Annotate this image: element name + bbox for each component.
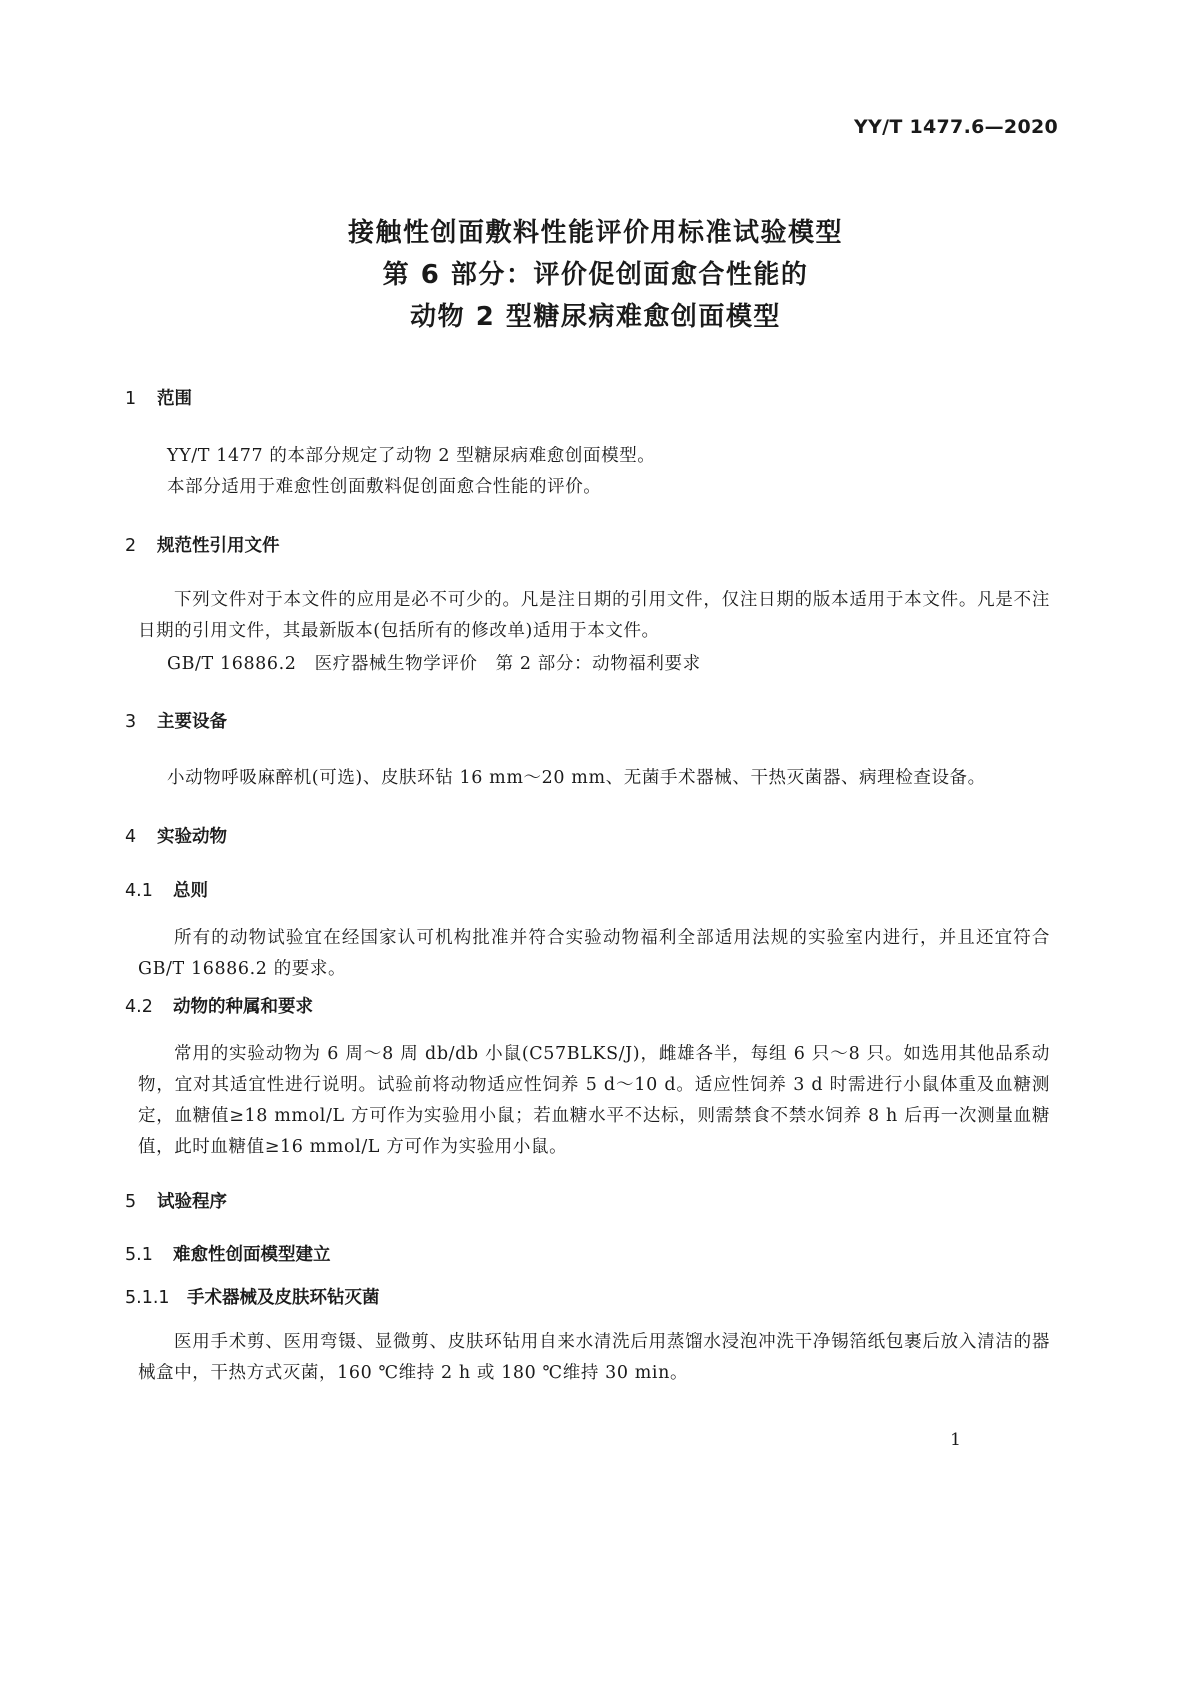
section-title: 难愈性创面模型建立 bbox=[173, 1245, 331, 1265]
paragraph: 医用手术剪、医用弯镊、显微剪、皮肤环钻用自来水清洗后用蒸馏水浸泡冲洗干净锡箔纸包裹后放入清洁的器械盒中，干热方式灭菌，160 ℃维持 2 h 或 180 ℃维持 30 min。 bbox=[138, 1332, 1050, 1383]
page-number: 1 bbox=[950, 1430, 961, 1450]
section-5-1-1-heading bbox=[125, 1284, 380, 1309]
section-number: 3 bbox=[125, 712, 137, 732]
section-title: 实验动物 bbox=[157, 827, 227, 847]
section-title: 主要设备 bbox=[157, 712, 227, 732]
section-title: 手术器械及皮肤环钻灭菌 bbox=[187, 1288, 380, 1308]
paragraph: 下列文件对于本文件的应用是必不可少的。凡是注日期的引用文件，仅注日期的版本适用于本文件。凡是不注日期的引用文件，其最新版本(包括所有的修改单)适用于本文件。 bbox=[138, 590, 1050, 641]
section-number: 4 bbox=[125, 827, 137, 847]
section-5-heading bbox=[125, 1188, 227, 1213]
section-1-heading bbox=[125, 385, 192, 410]
section-title: 动物的种属和要求 bbox=[173, 997, 313, 1017]
paragraph: YY/T 1477 的本部分规定了动物 2 型糖尿病难愈创面模型。 bbox=[167, 446, 656, 466]
section-5-1-heading bbox=[125, 1241, 331, 1266]
section-number: 5.1.1 bbox=[125, 1288, 170, 1308]
section-number: 4.1 bbox=[125, 881, 153, 901]
section-number: 4.2 bbox=[125, 997, 153, 1017]
section-number: 2 bbox=[125, 536, 137, 556]
paragraph: 本部分适用于难愈性创面敷料促创面愈合性能的评价。 bbox=[167, 477, 602, 497]
paragraph: 常用的实验动物为 6 周～8 周 db/db 小鼠(C57BLKS/J)，雌雄各半，每组 6 只～8 只。如选用其他品系动物，宜对其适宜性进行说明。试验前将动物适应性饲养 5 d～10 d。适应性饲养 3 d 时需进行小鼠体重及血糖测定，血糖值≥18 mmol/L 方可作为实验用小鼠；若血糖水平不达标，则需禁食不禁水饲养 8 h 后再一次测量血糖值，此时血糖值≥16 mmol/L 方可作为实验用小鼠。 bbox=[138, 1044, 1050, 1157]
section-number: 1 bbox=[125, 389, 137, 409]
paragraph: 所有的动物试验宜在经国家认可机构批准并符合实验动物福利全部适用法规的实验室内进行，并且还宜符合 GB/T 16886.2 的要求。 bbox=[138, 928, 1050, 979]
section-4-1-heading bbox=[125, 877, 208, 902]
standard-code: YY/T 1477.6—2020 bbox=[853, 116, 1058, 138]
section-number: 5 bbox=[125, 1192, 137, 1212]
doc-title-line-1: 接触性创面敷料性能评价用标准试验模型 bbox=[347, 218, 843, 248]
section-title: 范围 bbox=[157, 389, 192, 409]
section-number: 5.1 bbox=[125, 1245, 153, 1265]
normative-reference: GB/T 16886.2 医疗器械生物学评价 第 2 部分：动物福利要求 bbox=[167, 654, 701, 674]
section-title: 试验程序 bbox=[157, 1192, 227, 1212]
section-2-heading bbox=[125, 532, 280, 557]
doc-title-line-3: 动物 2 型糖尿病难愈创面模型 bbox=[410, 302, 781, 332]
section-title: 规范性引用文件 bbox=[157, 536, 280, 556]
paragraph: 小动物呼吸麻醉机(可选)、皮肤环钻 16 mm～20 mm、无菌手术器械、干热灭菌器、病理检查设备。 bbox=[167, 768, 986, 788]
section-3-heading bbox=[125, 708, 227, 733]
section-4-2-heading bbox=[125, 993, 313, 1018]
section-title: 总则 bbox=[173, 881, 208, 901]
section-4-heading bbox=[125, 823, 227, 848]
doc-title-line-2: 第 6 部分：评价促创面愈合性能的 bbox=[382, 260, 809, 290]
